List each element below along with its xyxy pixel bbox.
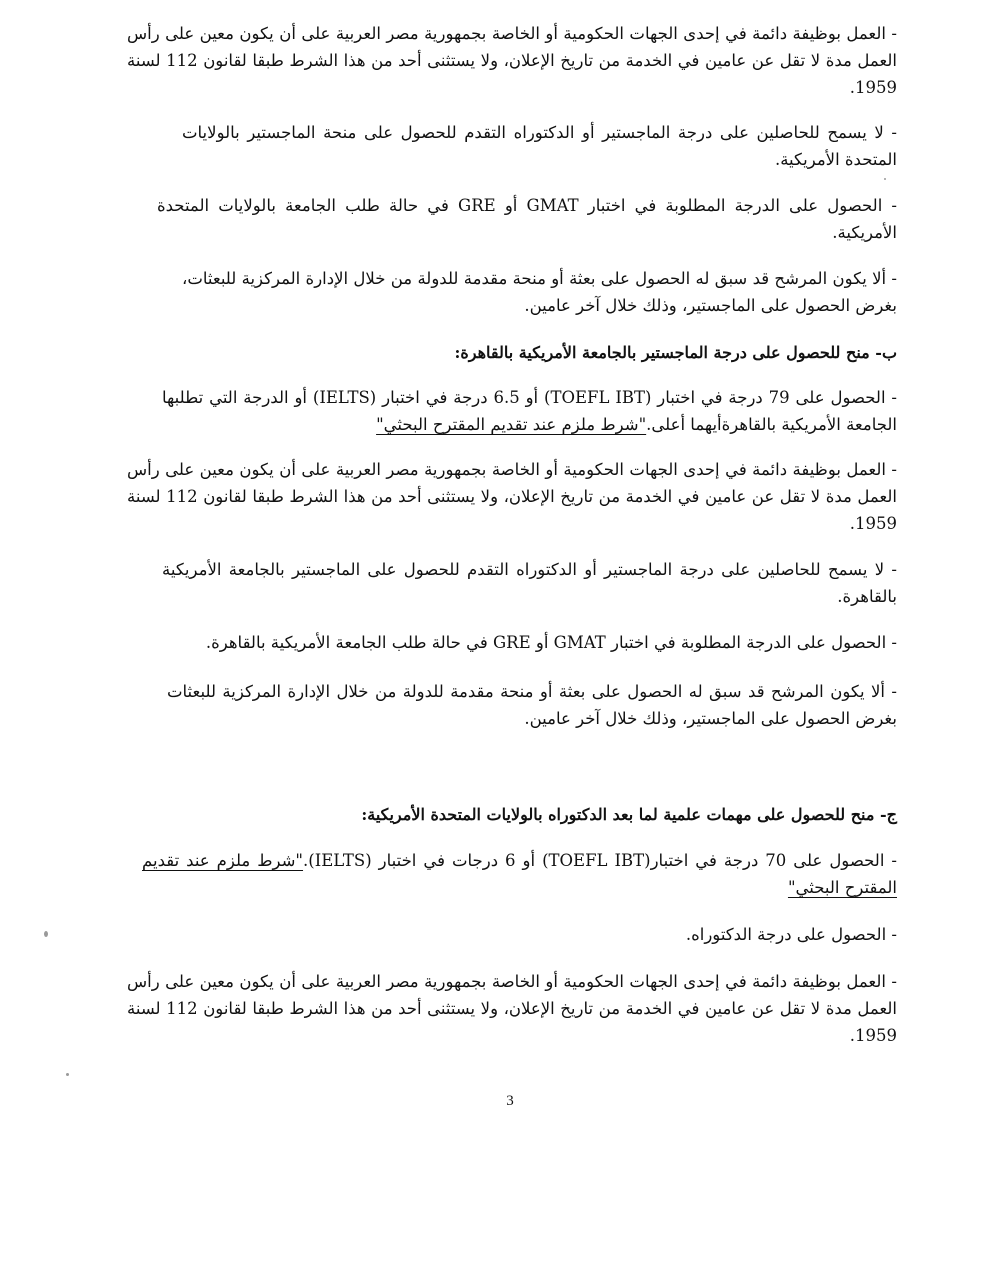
scan-speck [884,178,886,180]
requirement-no-prior-scholarship: - ألا يكون المرشح قد سبق له الحصول على بعثة أو منحة مقدمة للدولة من خلال الإدارة المركزية للبعثات، بغرض الحصول على الماجستير، وذلك خلال آخر عامين. [182,269,897,315]
section-b-employment: - العمل بوظيفة دائمة في إحدى الجهات الحكومية أو الخاصة بجمهورية مصر العربية على أن يكون معين على رأس العمل مدة لا تقل عن عامين في الخدمة من تاريخ الإعلان، ولا يستثنى أحد من هذا الشرط طبقا لقانون 112 لسنة 1959. [127,460,897,533]
section-c-doctorate: - الحصول على درجة الدكتوراه. [685,925,897,944]
scan-speck [66,1073,69,1076]
section-b-language-text: - الحصول على 79 درجة في اختبار (TOEFL IBT) أو 6.5 درجة في اختبار (IELTS) أو الدرجة التي تطلبها الجامعة الأمريكية بالقاهرةأيهما أعلى. [162,388,897,434]
requirement-gmat-gre: - الحصول على الدرجة المطلوبة في اختبار GMAT أو GRE في حالة طلب الجامعة بالولايات المتحدة الأمريكية. [157,196,897,242]
section-c-employment: - العمل بوظيفة دائمة في إحدى الجهات الحكومية أو الخاصة بجمهورية مصر العربية على أن يكون معين على رأس العمل مدة لا تقل عن عامين في الخدمة من تاريخ الإعلان، ولا يستثنى أحد من هذا الشرط طبقا لقانون 112 لسنة 1959. [127,972,897,1045]
section-b-mandatory-note: "شرط ملزم عند تقديم المقترح البحثي" [376,415,647,434]
section-b-no-prior-scholarship: - ألا يكون المرشح قد سبق له الحصول على بعثة أو منحة مقدمة للدولة من خلال الإدارة المركزية للبعثات بغرض الحصول على الماجستير، وذلك خلال آخر عامين. [167,682,897,728]
requirement-no-prior-degree: - لا يسمح للحاصلين على درجة الماجستير أو الدكتوراه التقدم للحصول على منحة الماجستير بالولايات المتحدة الأمريكية. [182,123,897,169]
section-b-no-prior-degree: - لا يسمح للحاصلين على درجة الماجستير أو الدكتوراه التقدم للحصول على الماجستير بالجامعة الأمريكية بالقاهرة. [162,560,897,606]
section-c-mandatory-note: "شرط ملزم عند تقديم المقترح البحثي" [142,851,897,897]
section-c-language-requirement [142,847,897,901]
section-b-heading: ب- منح للحصول على درجة الماجستير بالجامعة الأمريكية بالقاهرة: [454,343,897,362]
section-c-heading: ج- منح للحصول على مهمات علمية لما بعد الدكتوراه بالولايات المتحدة الأمريكية: [361,805,897,824]
section-c-language-text: - الحصول على 70 درجة في اختبار(TOEFL IBT) أو 6 درجات في اختبار (IELTS). [303,851,897,870]
scan-speck [44,931,48,937]
page-number: 3 [506,1093,514,1109]
requirement-employment: - العمل بوظيفة دائمة في إحدى الجهات الحكومية أو الخاصة بجمهورية مصر العربية على أن يكون معين على رأس العمل مدة لا تقل عن عامين في الخدمة من تاريخ الإعلان، ولا يستثنى أحد من هذا الشرط طبقا لقانون 112 لسنة 1959. [127,24,897,97]
section-b-gmat-gre: - الحصول على الدرجة المطلوبة في اختبار GMAT أو GRE في حالة طلب الجامعة الأمريكية بالقاهرة. [205,633,897,652]
section-b-language-requirement [162,384,897,438]
